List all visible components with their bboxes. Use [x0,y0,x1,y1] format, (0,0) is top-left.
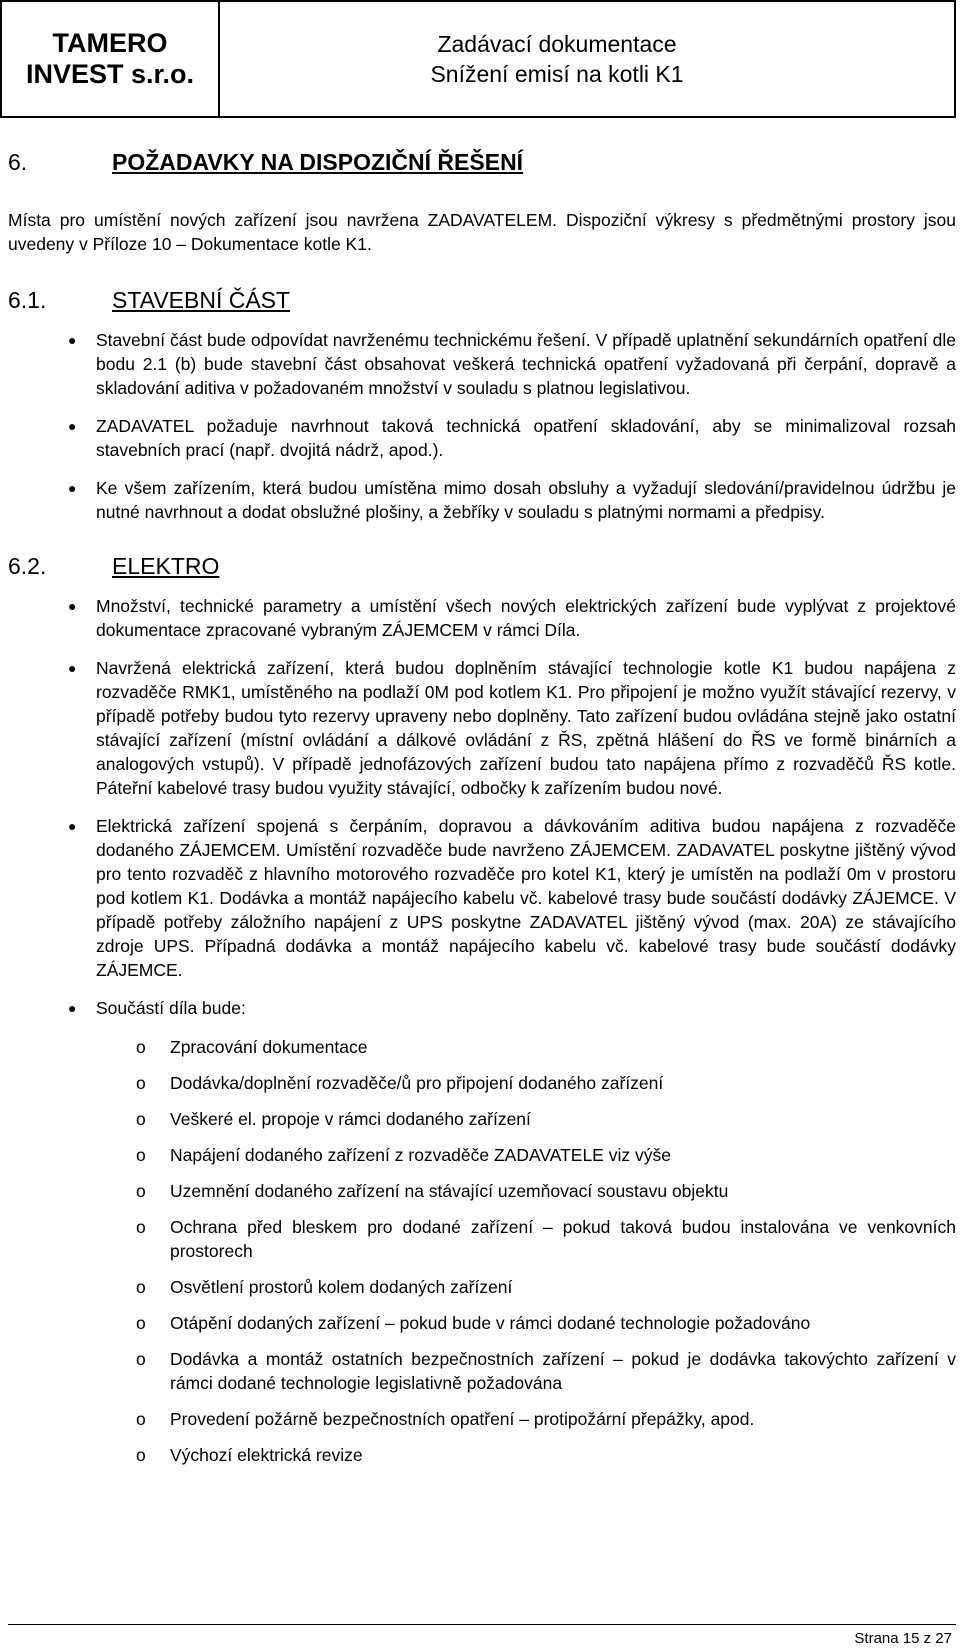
list-item: ● Navržená elektrická zařízení, která budou doplněním stávající technologie kotle K1 budou napájena z rozvaděče RMK1, umístěného na podlaží 0M pod kotlem K1. Pro připojení je možno využít stávající rezervy, v případě potřeby budou tyto rezervy upraveny nebo doplněny. Tato zařízení budou ovládána stejně jako ostatní stávající zařízení (místní ovládání a dálkové ovládání z ŘS, zpětná hlášení do ŘS ve formě binárních a analogových vstupů). V případě jednofázových zařízení budou tato napájena přímo z rozvaděčů ŘS kotle. Páteřní kabelové trasy budou využity stávající, odbočky k zařízením budou nové. [68,658,956,798]
bullet-icon: ● [68,660,77,676]
list-item: ● Množství, technické parametry a umístění všech nových elektrických zařízení bude vyplývat z projektové dokumentace zpracované vybraným ZÁJEMCEM v rámci Díla. [68,596,956,640]
circle-bullet-icon: o [136,1145,146,1165]
sub-list-item: o Veškeré el. propoje v rámci dodaného zařízení [136,1109,531,1129]
sub-list-item: o Dodávka/doplnění rozvaděče/ů pro připojení dodaného zařízení [136,1073,664,1093]
section-title: POŽADAVKY NA DISPOZIČNÍ ŘEŠENÍ [112,149,524,175]
circle-bullet-icon: o [136,1277,146,1297]
list-item: ● Ke všem zařízením, která budou umístěna mimo dosah obsluhy a vyžadují sledování/pravidelnou údržbu je nutné navrhnout a dodat obslužné plošiny, a žebříky v souladu s platnými normami a předpisy. [68,478,956,522]
circle-bullet-icon: o [136,1037,146,1057]
bullet-icon: ● [68,418,77,434]
circle-bullet-icon: o [136,1349,146,1369]
sub-list-item: o Uzemnění dodaného zařízení na stávající uzemňovací soustavu objektu [136,1181,729,1201]
page-number: Strana 15 z 27 [854,1630,952,1647]
bullet-icon: ● [68,598,77,614]
document-title-line1: Zadávací dokumentace [437,31,677,57]
circle-bullet-icon: o [136,1217,146,1237]
section-title: STAVEBNÍ ČÁST [112,287,291,313]
company-name [2,2,220,116]
soucasti-dila-list [8,1035,956,1467]
circle-bullet-icon: o [136,1409,146,1429]
document-body [8,148,956,1467]
sub-list-item: o Provedení požárně bezpečnostních opatření – protipožární přepážky, apod. [136,1409,755,1429]
sub-list-item: o Dodávka a montáž ostatních bezpečnostních zařízení – pokud je dodávka takovýchto zařízení v rámci dodané technologie legislativně požadována [136,1349,956,1393]
company-name-line2: INVEST s.r.o. [25,59,195,89]
section-6-2-heading [8,552,956,580]
sub-list-item: o Otápění dodaných zařízení – pokud bude v rámci dodané technologie požadováno [136,1313,811,1333]
sub-list-item: o Ochrana před bleskem pro dodané zařízení – pokud taková budou instalována ve venkovních prostorech [136,1217,956,1261]
bullet-icon: ● [68,818,77,834]
section-6-1-heading [8,286,956,314]
sub-list-item: o Napájení dodaného zařízení z rozvaděče ZADAVATELE viz výše [136,1145,671,1165]
section-number: 6.1. [8,287,47,313]
circle-bullet-icon: o [136,1181,146,1201]
section-6-heading [8,148,956,176]
footer-divider [8,1624,956,1625]
list-item: ● ZADAVATEL požaduje navrhnout taková technická opatření skladování, aby se minimalizoval rozsah stavebních prací (např. dvojitá nádrž, apod.). [68,416,956,460]
section-title: ELEKTRO [112,553,220,579]
list-item: ● Součástí díla bude: [68,998,246,1018]
circle-bullet-icon: o [136,1073,146,1093]
sub-list-item: o Zpracování dokumentace [136,1037,368,1057]
circle-bullet-icon: o [136,1313,146,1333]
section-number: 6.2. [8,553,47,579]
stavebni-bullet-list [8,328,956,524]
circle-bullet-icon: o [136,1109,146,1129]
sub-list-item: o Výchozí elektrická revize [136,1445,363,1465]
company-name-line1: TAMERO [52,28,168,58]
list-item: ● Stavební část bude odpovídat navrženému technickému řešení. V případě uplatnění sekundárních opatření dle bodu 2.1 (b) bude stavební část obsahovat veškerá technická opatření vyžadovaná při čerpání, dopravě a skladování aditiva v požadovaném množství v souladu s platnou legislativou. [68,330,956,398]
section-6-intro: Místa pro umístění nových zařízení jsou navržena ZADAVATELEM. Dispoziční výkresy s předmětnými prostory jsou uvedeny v Příloze 10 – Dokumentace kotle K1. [8,210,956,254]
page-header [0,0,956,118]
circle-bullet-icon: o [136,1445,146,1465]
bullet-icon: ● [68,480,77,496]
elektro-bullet-list [8,594,956,1020]
bullet-icon: ● [68,332,77,348]
section-number: 6. [8,149,28,175]
document-title-line2: Snížení emisí na kotli K1 [430,61,684,87]
bullet-icon: ● [68,1000,77,1016]
document-title [220,2,954,116]
list-item: ● Elektrická zařízení spojená s čerpáním, dopravou a dávkováním aditiva budou napájena z rozvaděče dodaného ZÁJEMCEM. Umístění rozvaděče bude navrženo ZÁJEMCEM. ZADAVATEL poskytne jištěný vývod pro tento rozvaděč z hlavního motorového rozvaděče pro kotel K1, který je umístěn na podlaží 0m v prostoru pod kotlem K1. Dodávka a montáž napájecího kabelu vč. kabelové trasy bude součástí dodávky ZÁJEMCE. V případě potřeby záložního napájení z UPS poskytne ZADAVATEL jištěný vývod (max. 20A) ze stávajícího zdroje UPS. Případná dodávka a montáž napájecího kabelu vč. kabelové trasy bude součástí dodávky ZÁJEMCE. [68,816,956,980]
sub-list-item: o Osvětlení prostorů kolem dodaných zařízení [136,1277,513,1297]
